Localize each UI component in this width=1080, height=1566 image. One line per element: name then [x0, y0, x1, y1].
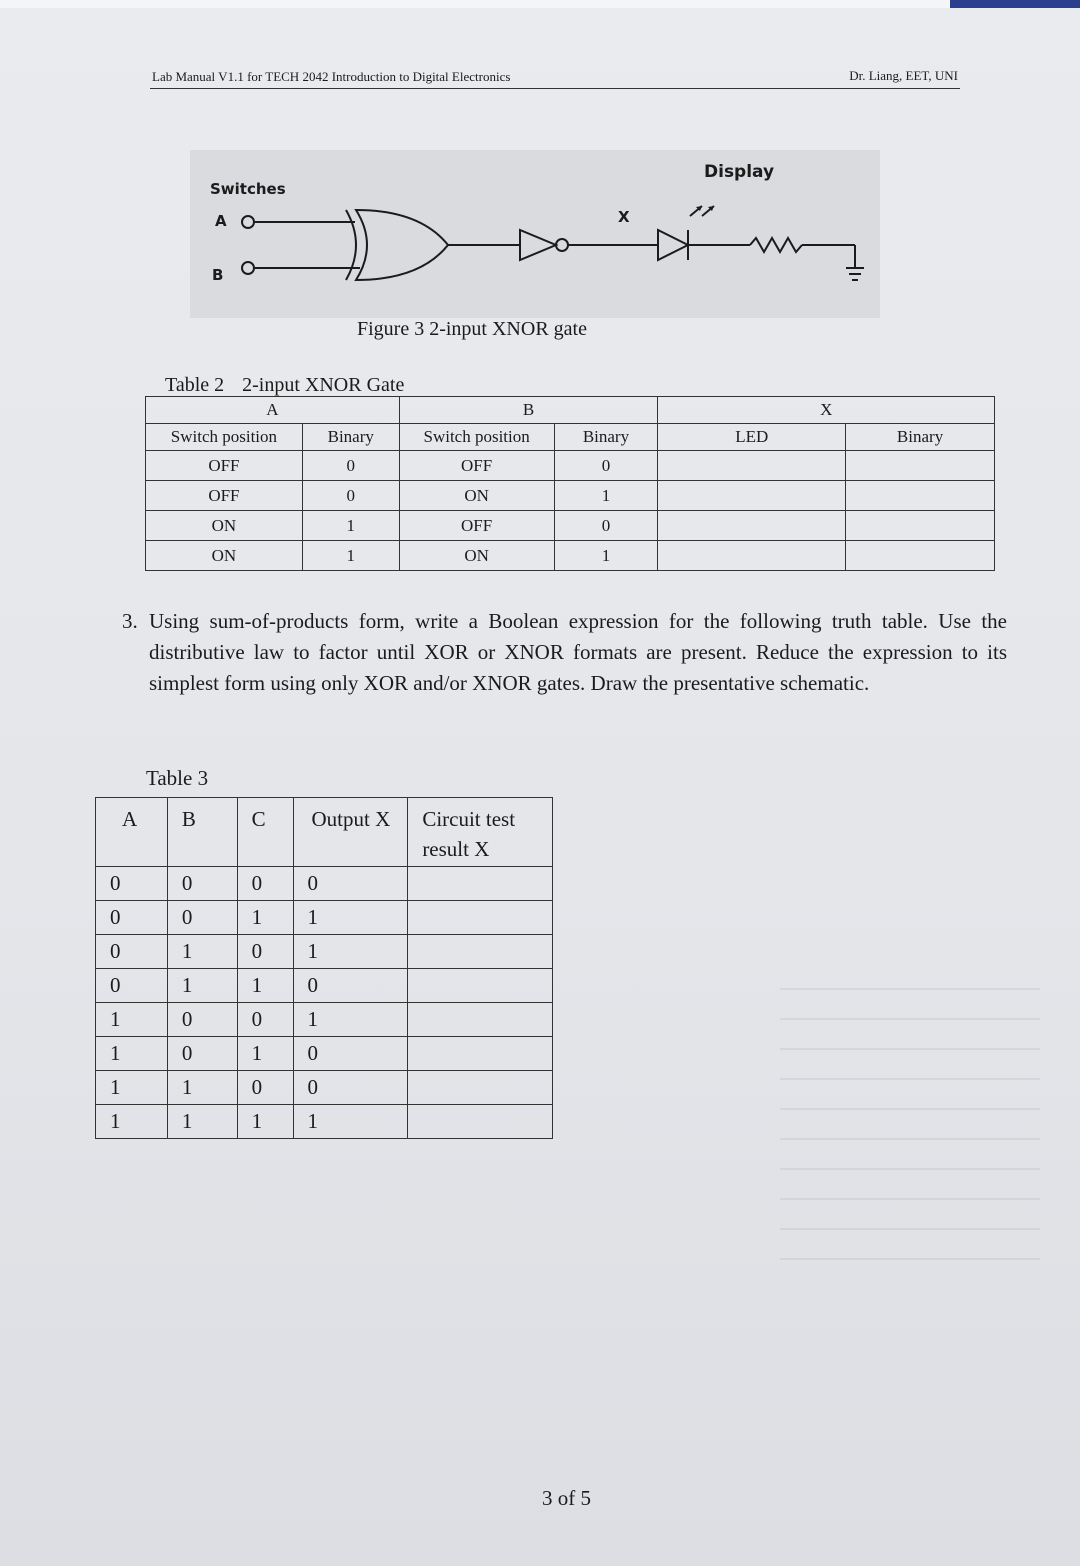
table3-cell: 0 — [237, 935, 293, 969]
table3-cell: 1 — [237, 969, 293, 1003]
table3-row — [96, 969, 553, 1003]
inverter-triangle — [520, 230, 556, 260]
table2-row — [146, 511, 995, 541]
table3-cell: 0 — [237, 867, 293, 901]
table3-header-b: B — [167, 798, 237, 867]
table3-cell: 1 — [293, 901, 408, 935]
table3-row — [96, 1071, 553, 1105]
header-right-text: Dr. Liang, EET, UNI — [849, 68, 958, 83]
page-header — [150, 66, 960, 89]
table2-cell — [846, 511, 995, 541]
table3-header-output: Output X — [293, 798, 408, 867]
table3-cell: 0 — [167, 1037, 237, 1071]
table3-cell: 0 — [293, 969, 408, 1003]
table3-cell: 0 — [96, 935, 168, 969]
xor-input-curve — [346, 210, 356, 280]
table2-subheader: Binary — [554, 424, 658, 451]
table2-cell: OFF — [399, 511, 554, 541]
table2-cell: OFF — [146, 451, 303, 481]
table2-xnor-gate — [145, 396, 995, 571]
table3-header-row — [96, 798, 553, 867]
xnor-circuit-figure — [190, 150, 880, 318]
table2-cell — [846, 541, 995, 571]
table2-cell: OFF — [399, 451, 554, 481]
table3-cell: 0 — [293, 1071, 408, 1105]
table2-cell: ON — [399, 481, 554, 511]
switches-label: Switches — [210, 180, 286, 198]
table3-cell: 1 — [237, 901, 293, 935]
table3-cell: 0 — [293, 867, 408, 901]
table3-cell: 1 — [237, 1037, 293, 1071]
table3-cell: 1 — [293, 1105, 408, 1139]
table3-cell — [408, 901, 553, 935]
table3-cell: 0 — [96, 867, 168, 901]
table3-cell: 1 — [96, 1003, 168, 1037]
table2-number: Table 2 — [165, 374, 225, 396]
table2-cell: ON — [146, 511, 303, 541]
table2-subheader: Switch position — [146, 424, 303, 451]
table2-cell: OFF — [146, 481, 303, 511]
table2-cell — [658, 511, 846, 541]
page-number: 3 of 5 — [542, 1486, 591, 1510]
table3-row — [96, 1037, 553, 1071]
table2-cell: ON — [146, 541, 303, 571]
table2-group-a: A — [146, 397, 400, 424]
table2-row — [146, 481, 995, 511]
table3-header-c: C — [237, 798, 293, 867]
header-left-text: Lab Manual V1.1 for TECH 2042 Introduction to Digital Electronics — [152, 69, 511, 84]
resistor-zigzag — [750, 238, 802, 252]
top-strip — [0, 0, 1080, 8]
xor-gate-body — [356, 210, 448, 280]
bleed-through-shadow — [780, 980, 1040, 1260]
table3-cell: 0 — [293, 1037, 408, 1071]
table2-cell: ON — [399, 541, 554, 571]
table3-cell: 0 — [96, 901, 168, 935]
output-x-label: X — [618, 208, 630, 226]
table3-cell — [408, 1071, 553, 1105]
table2-cell — [846, 481, 995, 511]
table2-cell — [658, 481, 846, 511]
table3-header-a: A — [96, 798, 168, 867]
table3-truth-table — [95, 797, 553, 1139]
table2-cell: 1 — [554, 481, 658, 511]
table3-cell: 0 — [167, 867, 237, 901]
display-label: Display — [704, 162, 775, 182]
table3-cell: 1 — [96, 1071, 168, 1105]
question-number: 3. — [122, 609, 138, 633]
table3-cell — [408, 935, 553, 969]
table3-cell — [408, 867, 553, 901]
table3-cell — [408, 1037, 553, 1071]
table2-name: 2-input XNOR Gate — [242, 374, 405, 396]
table3-cell: 1 — [96, 1037, 168, 1071]
question-3 — [122, 606, 1007, 699]
table3-cell: 1 — [167, 935, 237, 969]
table2-group-header-row — [146, 397, 995, 424]
table2-cell — [658, 451, 846, 481]
circuit-schematic — [190, 150, 880, 318]
table2-cell: 0 — [554, 511, 658, 541]
table3-cell: 1 — [167, 1105, 237, 1139]
table3-cell: 0 — [237, 1071, 293, 1105]
table2-subheader: LED — [658, 424, 846, 451]
table3-cell: 0 — [167, 1003, 237, 1037]
table3-cell: 0 — [237, 1003, 293, 1037]
table3-cell: 1 — [293, 1003, 408, 1037]
table2-cell: 0 — [302, 481, 399, 511]
table3-row — [96, 1105, 553, 1139]
table3-row — [96, 901, 553, 935]
table2-row — [146, 541, 995, 571]
led-diode-triangle — [658, 230, 688, 260]
table3-title: Table 3 — [146, 766, 209, 790]
switch-b-terminal — [242, 262, 254, 274]
table2-cell: 1 — [302, 511, 399, 541]
table2-subheader: Binary — [846, 424, 995, 451]
table2-cell: 1 — [554, 541, 658, 571]
table3-cell — [408, 1105, 553, 1139]
table2-subheader: Switch position — [399, 424, 554, 451]
table2-row — [146, 451, 995, 481]
figure-caption: Figure 3 2-input XNOR gate — [357, 318, 587, 340]
table2-group-x: X — [658, 397, 995, 424]
table2-group-b: B — [399, 397, 658, 424]
table2-title — [165, 374, 422, 397]
table2-subheader: Binary — [302, 424, 399, 451]
table2-cell: 1 — [302, 541, 399, 571]
table2-cell — [846, 451, 995, 481]
table3-cell: 1 — [237, 1105, 293, 1139]
table3-cell: 0 — [96, 969, 168, 1003]
table2-sub-header-row — [146, 424, 995, 451]
table3-cell: 1 — [293, 935, 408, 969]
table3-cell — [408, 1003, 553, 1037]
table2-cell: 0 — [554, 451, 658, 481]
table3-row — [96, 935, 553, 969]
switch-a-terminal — [242, 216, 254, 228]
table3-row — [96, 1003, 553, 1037]
table3-cell — [408, 969, 553, 1003]
table3-row — [96, 867, 553, 901]
table3-cell: 1 — [167, 1071, 237, 1105]
table3-cell: 1 — [167, 969, 237, 1003]
table3-cell: 1 — [96, 1105, 168, 1139]
input-b-label: B — [212, 266, 224, 284]
blue-edge — [950, 0, 1080, 8]
input-a-label: A — [215, 212, 227, 230]
table2-cell — [658, 541, 846, 571]
table3-header-test-result: Circuit test result X — [408, 798, 553, 867]
table3-cell: 0 — [167, 901, 237, 935]
table2-cell: 0 — [302, 451, 399, 481]
question-text: Using sum-of-products form, write a Boolean expression for the following truth table. Use the distributive law to factor until XOR or XNOR formats are present. Reduce the expression to its simplest form using only XOR and/or XNOR gates. Draw the presentative schematic. — [149, 609, 1007, 695]
